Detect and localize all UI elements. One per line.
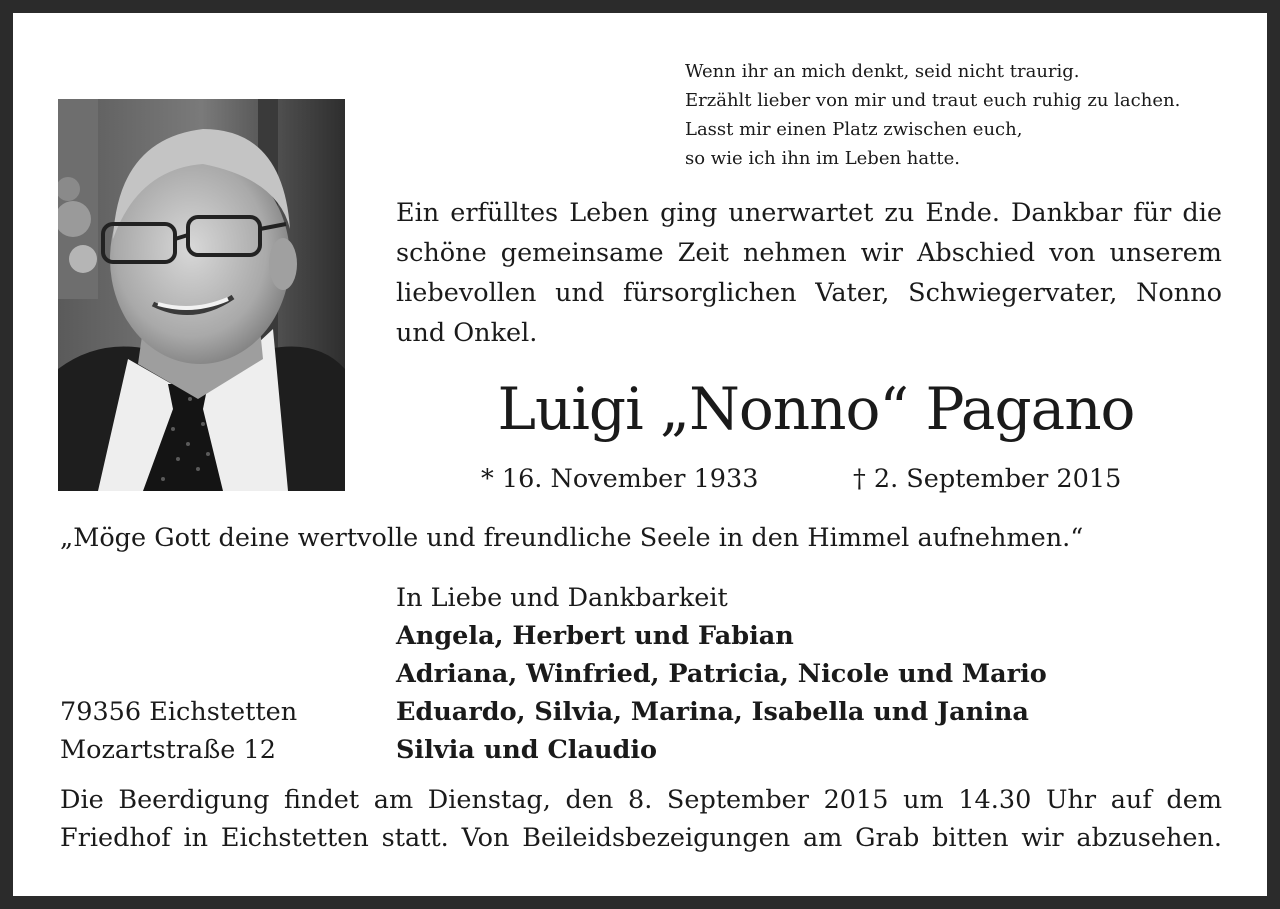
memorial-quote: „Möge Gott deine wertvolle und freundliche Seele in den Himmel aufnehmen.“ bbox=[60, 523, 1084, 553]
poem-line: so wie ich ihn im Leben hatte. bbox=[685, 148, 960, 169]
portrait-photo bbox=[58, 99, 345, 491]
birth-date: * 16. November 1933 bbox=[481, 464, 759, 494]
family-names-line: Silvia und Claudio bbox=[396, 735, 658, 765]
intro-line: liebevollen und fürsorglichen Vater, Schwiegervater, Nonno bbox=[396, 278, 1222, 308]
intro-line: Ein erfülltes Leben ging unerwartet zu Ende. Dankbar für die bbox=[396, 198, 1222, 228]
family-signatures bbox=[396, 579, 1047, 769]
death-date: † 2. September 2015 bbox=[853, 464, 1122, 494]
address-street: Mozartstraße 12 bbox=[60, 735, 276, 765]
intro-line: und Onkel. bbox=[396, 318, 538, 348]
funeral-line: Friedhof in Eichstetten statt. Von Beileidsbezeigungen am Grab bitten wir abzusehen. bbox=[60, 823, 1222, 853]
poem-line: Erzählt lieber von mir und traut euch ruhig zu lachen. bbox=[685, 90, 1181, 111]
poem-line: Wenn ihr an mich denkt, seid nicht traurig. bbox=[685, 61, 1080, 82]
address-city: 79356 Eichstetten bbox=[60, 697, 298, 727]
family-names-line: Eduardo, Silvia, Marina, Isabella und Janina bbox=[396, 697, 1029, 727]
obituary-notice bbox=[13, 13, 1267, 896]
poem-line: Lasst mir einen Platz zwischen euch, bbox=[685, 119, 1023, 140]
deceased-name: Luigi „Nonno“ Pagano bbox=[497, 375, 1135, 443]
family-intro: In Liebe und Dankbarkeit bbox=[396, 583, 728, 613]
funeral-notice bbox=[60, 781, 1222, 857]
poem bbox=[685, 57, 1245, 173]
intro-line: schöne gemeinsame Zeit nehmen wir Abschied von unserem bbox=[396, 238, 1222, 268]
family-names-line: Adriana, Winfried, Patricia, Nicole und Mario bbox=[396, 659, 1047, 689]
intro-text bbox=[396, 193, 1222, 353]
mourner-address bbox=[60, 693, 297, 769]
funeral-line: Die Beerdigung findet am Dienstag, den 8. September 2015 um 14.30 Uhr auf dem bbox=[60, 785, 1222, 815]
family-names-line: Angela, Herbert und Fabian bbox=[396, 621, 794, 651]
